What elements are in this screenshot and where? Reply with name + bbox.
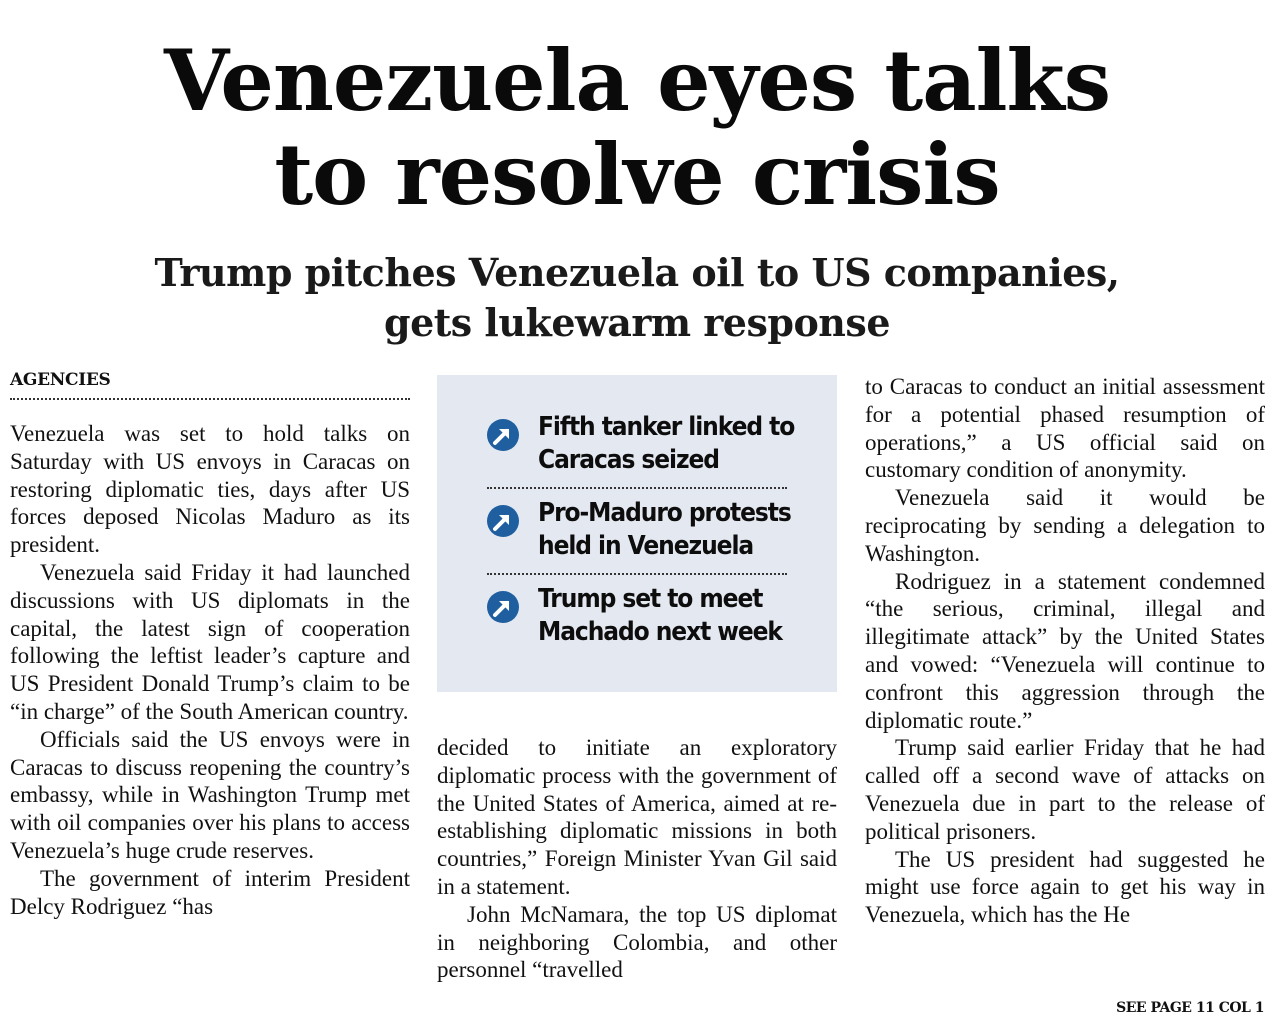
paragraph: to Caracas to conduct an initial assessment for a potential phased resumption of operations,” a US official said on customary condition of anonymity. xyxy=(865,374,1265,483)
arrow-circle-icon xyxy=(487,505,519,537)
highlight-line: Trump set to meet xyxy=(538,584,763,614)
paragraph: Trump said earlier Friday that he had called off a second wave of attacks on Venezuela due in part to the release of political prisoners. xyxy=(865,735,1265,844)
paragraph: Rodriguez in a statement condemned “the serious, criminal, illegal and illegitimate attack” by the United States and vowed: “Venezuela will continue to confront this aggression through the diplomatic route.” xyxy=(865,568,1265,733)
paragraph: John McNamara, the top US diplomat in neighboring Colombia, and other personnel “travelled xyxy=(437,901,837,983)
highlight-item xyxy=(487,497,791,563)
arrow-circle-icon xyxy=(487,419,519,451)
arrow-circle-icon xyxy=(487,591,519,623)
highlight-line: Pro-Maduro protests xyxy=(538,498,791,528)
headline-line-2: to resolve crisis xyxy=(274,125,1000,224)
divider xyxy=(487,573,787,575)
headline-line-1: Venezuela eyes talks xyxy=(163,31,1111,130)
paragraph: Officials said the US envoys were in Caracas to discuss reopening the country’s embassy, while in Washington Trump met with oil companies over his plans to access Venezuela’s huge crude reserves. xyxy=(10,726,410,863)
highlight-item xyxy=(487,411,795,477)
article-column-1 xyxy=(10,420,410,1010)
highlight-text xyxy=(538,497,791,563)
highlight-line: Fifth tanker linked to xyxy=(538,412,795,442)
divider xyxy=(487,487,787,489)
highlight-line: Caracas seized xyxy=(538,445,719,475)
paragraph: The US president had suggested he might use force again to get his way in Venezuela, which has the He xyxy=(865,846,1265,928)
article-column-2 xyxy=(437,734,837,1014)
highlight-line: held in Venezuela xyxy=(538,531,754,561)
highlight-line: Machado next week xyxy=(538,617,782,647)
paragraph: Venezuela said Friday it had launched discussions with US diplomats in the capital, the latest sign of cooperation following the leftist leader’s capture and US President Donald Trump’s claim to be “in charge” of the South American country. xyxy=(10,559,410,724)
paragraph: decided to initiate an exploratory diplomatic process with the government of the United States of America, aimed at re-establishing diplomatic missions in both countries,” Foreign Minister Yvan Gil said in a statement. xyxy=(437,735,837,899)
paragraph: The government of interim President Delcy Rodriguez “has xyxy=(10,865,410,919)
highlights-box xyxy=(437,375,837,692)
article-column-3 xyxy=(865,373,1265,983)
highlight-text xyxy=(538,411,794,477)
byline: AGENCIES xyxy=(10,368,410,400)
subheadline xyxy=(0,248,1274,348)
continued-on-page: SEE PAGE 11 COL 1 xyxy=(1116,1000,1264,1016)
headline xyxy=(0,31,1274,224)
subheadline-line-2: gets lukewarm response xyxy=(384,300,890,345)
highlight-text xyxy=(538,583,782,649)
paragraph: Venezuela said it would be reciprocating by sending a delegation to Washington. xyxy=(865,485,1265,566)
subheadline-line-1: Trump pitches Venezuela oil to US companies, xyxy=(154,250,1120,295)
highlight-item xyxy=(487,583,787,649)
paragraph: Venezuela was set to hold talks on Saturday with US envoys in Caracas on restoring diplomatic ties, days after US forces deposed Nicolas Maduro as its president. xyxy=(10,421,410,558)
